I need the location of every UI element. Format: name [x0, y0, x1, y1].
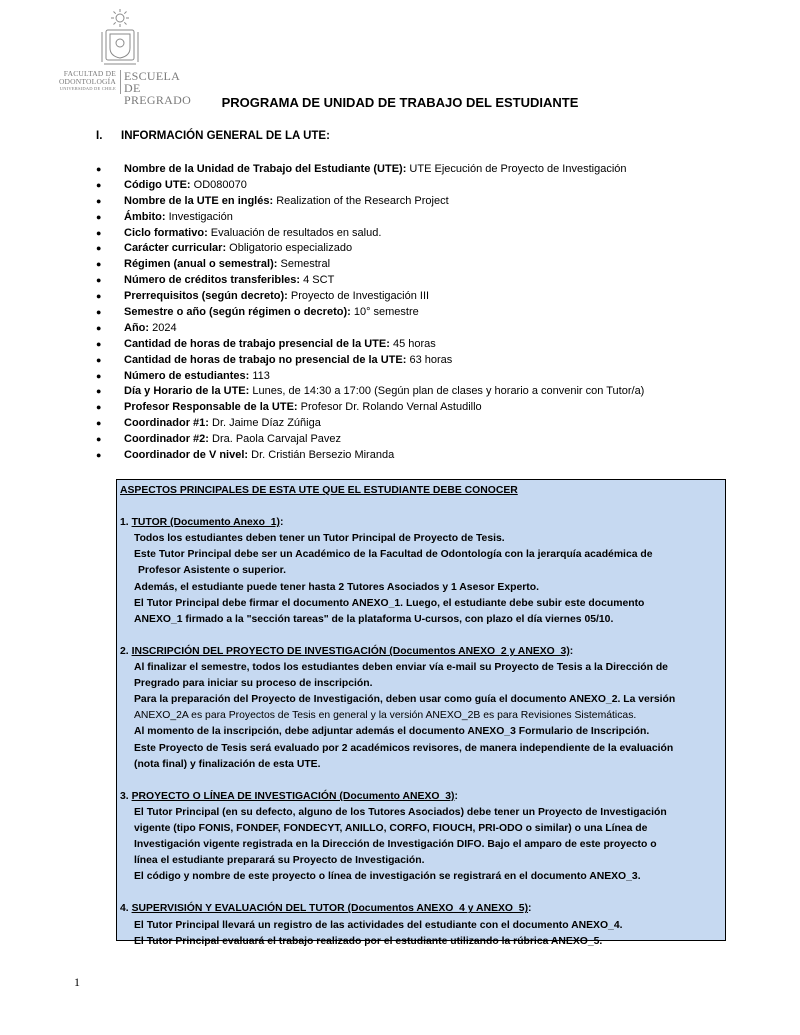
bullet: ●	[96, 354, 102, 365]
paragraph: (nota final) y finalización de esta UTE.	[134, 758, 321, 770]
paragraph: Este Tutor Principal debe ser un Académico de la Facultad de Odontología con la jerarquía académica de	[134, 549, 653, 561]
bullet: ●	[96, 322, 102, 333]
list-item	[96, 178, 776, 194]
item-value: Profesor Dr. Rolando Vernal Astudillo	[297, 401, 482, 414]
item-value: Dr. Jaime Díaz Zúñiga	[208, 417, 321, 430]
item-value: Obligatorio especializado	[226, 242, 353, 255]
institution-logo	[48, 8, 198, 107]
list-item	[96, 384, 776, 400]
paragraph: Investigación vigente registrada en la Dirección de Investigación DIFO. Bajo el amparo de este proyecto o	[134, 839, 657, 851]
paragraph: Además, el estudiante puede tener hasta 2 Tutores Asociados y 1 Asesor Experto.	[134, 581, 539, 593]
item-label: Carácter curricular:	[124, 242, 227, 255]
faculty-line1: FACULTAD DE	[63, 69, 116, 78]
key-aspects-box	[116, 479, 726, 947]
paragraph: El Tutor Principal llevará un registro de las actividades del estudiante con el documento ANEXO_4.	[134, 919, 623, 931]
list-item	[96, 257, 776, 273]
item-label: Prerrequisitos (según decreto):	[124, 290, 288, 303]
box-heading: ASPECTOS PRINCIPALES DE ESTA UTE QUE EL ESTUDIANTE DEBE CONOCER	[120, 485, 518, 496]
paragraph: El Tutor Principal (en su defecto, alguno de los Tutores Asociados) debe tener un Proyecto de Investigación	[134, 806, 667, 818]
list-item	[96, 305, 776, 321]
paragraph: vigente (tipo FONIS, FONDEF, FONDECYT, ANILLO, CORFO, FIOUCH, PRI-ODO o similar) o una Línea de	[134, 822, 648, 834]
paragraph: Profesor Asistente o superior.	[138, 565, 287, 577]
bullet: ●	[96, 338, 102, 349]
document-title: PROGRAMA DE UNIDAD DE TRABAJO DEL ESTUDIANTE	[221, 95, 579, 110]
item-label: Nombre de la UTE en inglés:	[124, 194, 274, 207]
item-value: 63 horas	[406, 353, 453, 366]
item-value: 2024	[149, 321, 177, 334]
item-label: Coordinador #1:	[124, 417, 209, 430]
school-line2: PREGRADO	[124, 93, 192, 107]
bullet: ●	[96, 164, 102, 174]
item-value: Investigación	[165, 210, 233, 223]
school-line1: ESCUELA DE	[124, 69, 180, 95]
paragraph: Al momento de la inscripción, debe adjuntar además el documento ANEXO_3 Formulario de Inscripción.	[134, 726, 650, 738]
section-number: I.	[96, 130, 103, 142]
subsection-3-title: 3. PROYECTO O LÍNEA DE INVESTIGACIÓN (Documento ANEXO_3):	[120, 790, 458, 802]
item-value: Dra. Paola Carvajal Pavez	[208, 433, 342, 446]
item-value: Dr. Cristián Bersezio Miranda	[248, 449, 395, 462]
list-item	[96, 210, 776, 226]
list-item	[96, 337, 776, 353]
item-label: Profesor Responsable de la UTE:	[124, 401, 298, 414]
faculty-name	[48, 70, 116, 92]
bullet: ●	[96, 291, 102, 302]
item-value: UTE Ejecución de Proyecto de Investigación	[406, 163, 627, 175]
paragraph: El código y nombre de este proyecto o línea de investigación se registrará en el documento ANEXO_3.	[134, 871, 641, 883]
bullet: ●	[96, 179, 102, 190]
list-item	[96, 321, 776, 337]
item-label: Coordinador #2:	[124, 433, 209, 446]
item-value: Semestral	[277, 258, 331, 271]
item-label: Régimen (anual o semestral):	[124, 258, 278, 271]
paragraph: Al finalizar el semestre, todos los estudiantes deben enviar vía e-mail su Proyecto de Tesis a la Dirección de	[134, 662, 668, 674]
item-label: Número de créditos transferibles:	[124, 274, 301, 287]
item-label: Año:	[124, 321, 150, 334]
list-item	[96, 353, 776, 369]
list-item	[96, 400, 776, 416]
bullet: ●	[96, 370, 102, 381]
list-item	[96, 289, 776, 305]
bullet: ●	[96, 211, 102, 222]
subsection-1-title: 1. TUTOR (Documento Anexo_1):	[120, 517, 284, 529]
general-info-list	[96, 162, 776, 464]
paragraph: Todos los estudiantes deben tener un Tutor Principal de Proyecto de Tesis.	[134, 533, 505, 545]
item-value: 4 SCT	[300, 274, 335, 287]
logo-divider	[120, 70, 121, 94]
university-emblem-icon	[98, 8, 142, 68]
page-number: 1	[74, 975, 80, 989]
faculty-line2: ODONTOLOGÍA	[58, 77, 116, 86]
bullet: ●	[96, 259, 102, 270]
item-label: Número de estudiantes:	[124, 369, 250, 382]
bullet: ●	[96, 450, 102, 461]
item-label: Nombre de la Unidad de Trabajo del Estudiante (UTE):	[124, 163, 407, 175]
item-label: Cantidad de horas de trabajo presencial de la UTE:	[124, 337, 390, 350]
item-value: 45 horas	[389, 337, 436, 350]
list-item	[96, 432, 776, 448]
paragraph: Pregrado para iniciar su proceso de inscripción.	[134, 678, 373, 690]
item-label: Código UTE:	[124, 178, 191, 191]
list-item	[96, 241, 776, 257]
section-heading	[96, 130, 330, 142]
paragraph: Para la preparación del Proyecto de Investigación, deben usar como guía el documento ANEXO_2. La versión	[134, 694, 676, 706]
item-label: Cantidad de horas de trabajo no presencial de la UTE:	[124, 353, 407, 366]
paragraph: ANEXO_1 firmado a la "sección tareas" de la plataforma U-cursos, con plazo el día viernes 05/10.	[134, 613, 614, 625]
list-item	[96, 162, 776, 178]
item-value: Proyecto de Investigación III	[287, 290, 430, 303]
list-item	[96, 226, 776, 242]
item-label: Día y Horario de la UTE:	[124, 385, 250, 398]
bullet: ●	[96, 307, 102, 318]
paragraph: El Tutor Principal evaluará el trabajo realizado por el estudiante utilizando la rúbrica ANEXO_5.	[134, 935, 603, 947]
paragraph: Este Proyecto de Tesis será evaluado por 2 académicos revisores, de manera independiente de la evaluación	[134, 742, 674, 754]
subsection-4-title: 4. SUPERVISIÓN Y EVALUACIÓN DEL TUTOR (Documentos ANEXO_4 y ANEXO_5):	[120, 903, 532, 915]
item-value: 10° semestre	[350, 306, 419, 319]
item-value: Evaluación de resultados en salud.	[207, 226, 382, 239]
paragraph: ANEXO_2A es para Proyectos de Tesis en general y la versión ANEXO_2B es para Revisiones Sistemáticas.	[134, 710, 637, 722]
list-item	[96, 194, 776, 210]
subsection-2-title: 2. INSCRIPCIÓN DEL PROYECTO DE INVESTIGACIÓN (Documentos ANEXO_2 y ANEXO_3):	[120, 645, 574, 657]
item-value: Realization of the Research Project	[273, 194, 449, 207]
bullet: ●	[96, 195, 102, 206]
bullet: ●	[96, 227, 102, 238]
bullet: ●	[96, 418, 102, 429]
item-label: Coordinador de V nivel:	[124, 449, 249, 462]
item-label: Ámbito:	[124, 210, 166, 223]
paragraph: línea el estudiante preparará su Proyecto de Investigación.	[134, 855, 425, 867]
bullet: ●	[96, 243, 102, 254]
item-value: 113	[249, 369, 270, 382]
list-item	[96, 273, 776, 289]
item-label: Semestre o año (según régimen o decreto):	[124, 306, 351, 319]
item-label: Ciclo formativo:	[124, 226, 208, 239]
item-value: OD080070	[190, 178, 247, 191]
section-title: INFORMACIÓN GENERAL DE LA UTE:	[121, 130, 330, 142]
bullet: ●	[96, 434, 102, 445]
bullet: ●	[96, 275, 102, 286]
bullet: ●	[96, 402, 102, 413]
faculty-line3: UNIVERSIDAD DE CHILE	[59, 86, 116, 91]
bullet: ●	[96, 386, 102, 397]
paragraph: El Tutor Principal debe firmar el documento ANEXO_1. Luego, el estudiante debe subir este documento	[134, 597, 645, 609]
item-value: Lunes, de 14:30 a 17:00 (Según plan de clases y horario a convenir con Tutor/a)	[249, 385, 645, 398]
list-item	[96, 448, 776, 464]
list-item	[96, 416, 776, 432]
list-item	[96, 369, 776, 385]
